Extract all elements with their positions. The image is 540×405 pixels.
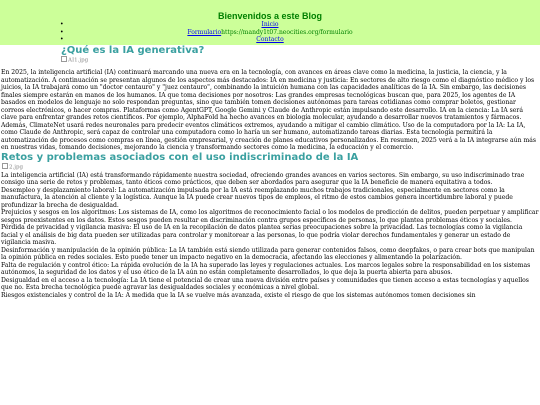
paragraph-ia-2025: En 2025, la inteligencia artificial (IA) continuará marcando una nueva era en la tecnología, con avances en áreas clave como la medicina, la justicia, la ciencia, y la automatización. A continuación se presentan algunos de los aspectos más destacados: IA en medicina y justicia: En sectores de alto riesgo como el diagnóstico médico y los juicios, la IA trabajará como un "doctor centauro" y "juez centauro", combinando la intuición humana con las capacidades analíticas de la IA. Sin embargo, las decisiones finales siempre estarán en manos de los humanos. IA que toma decisiones por nosotros: Las grandes empresas tecnológicas buscan que, para 2025, los agentes de IA basados en modelos de lenguaje no solo respondan preguntas, sino que también tomen decisiones autónomas para tareas cotidianas como comprar boletos, gestionar correos electrónicos, o hacer compras. Plataformas como AgentGPT, Google Gemini y Claude de Anthropic están impulsando este desarrollo. IA en la ciencia: La IA será clave para enfrentar grandes retos científicos. Por ejemplo, AlphaFold ha hecho avances en biología molecular, ayudando a desarrollar nuevos tratamientos y fármacos. Además, ClimateNet usará redes neuronales para predecir eventos climáticos extremos, ayudando a mitigar el cambio climático. Uso de la computadora por la IA: La IA, como Claude de Anthropic, será capaz de controlar una computadora como lo haría un ser humano, automatizando tareas diarias. Esta tecnología permitirá la automatización de procesos como compras en línea, gestión empresarial, y creación de planes educativos personalizados. En resumen, 2025 verá a la IA integrarse aún más en nuestras vidas, tomando decisiones, mejorando la ciencia y transformando sectores como la medicina, la educación y el comercio. [1,69,537,151]
broken-image-icon [61,56,67,62]
list-item: Desempleo y desplazamiento laboral: La automatización impulsada por la IA está reemplazando muchos trabajos tradicionales, especialmente en sectores como la manufactura, la atención al cliente y la logística. Aunque la IA puede crear nuevos tipos de empleos, el ritmo de estos cambios genera incertidumbre laboral y puede profundizar la brecha de desigualdad. [1,186,513,209]
nav-link-contacto[interactable]: Contacto [256,36,284,43]
formulario-url: https://mandy1t07.neocities.org/formulario [221,28,353,36]
main-nav [0,21,540,44]
image-alt-text: 2.jpg [9,164,23,170]
main-content [0,45,540,299]
broken-image-2 [1,163,539,170]
list-item: Pérdida de privacidad y vigilancia masiva: El uso de IA en la recopilación de datos plantea serias preocupaciones sobre la privacidad. Las tecnologías como la vigilancia facial y el análisis de big data pueden ser utilizadas para controlar y monitorear a las personas, lo que podría violar derechos fundamentales y generar un estado de vigilancia masiva. [1,224,523,246]
broken-image-ai1 [1,56,539,63]
list-item: Prejuicios y sesgos en los algoritmos: Los sistemas de IA, como los algoritmos de reconocimiento facial o los modelos de predicción de delitos, pueden perpetuar y amplificar sesgos preexistentes en los datos. Estos sesgos pueden resultar en discriminación contra grupos específicos de personas, lo que plantea problemas éticos y sociales. [1,209,539,224]
bullet-icon: • [60,21,64,28]
site-header [0,0,540,45]
nav-item-inicio [0,21,540,29]
section-heading-ia-generativa: ¿Qué es la IA generativa? [61,45,205,56]
retos-list [1,187,539,300]
bullet-icon: • [60,36,64,43]
paragraph-retos-intro: La inteligencia artificial (IA) está transformando rápidamente nuestra sociedad, ofreciendo grandes avances en varios sectores. Sin embargo, su uso indiscriminado trae consigo una serie de retos y problemas, tanto éticos como prácticos, que deben ser abordados para asegurar que la IA beneficie de manera equitativa a todos. [1,171,525,186]
nav-item-formulario [0,29,540,37]
list-item: Desigualdad en el acceso a la tecnología: La IA tiene el potencial de crear una nueva división entre países y comunidades que tienen acceso a estas tecnologías y aquellos que no. Esta brecha tecnológica puede agravar las desigualdades sociales y económicas a nivel global. [1,276,529,291]
list-item: Desinformación y manipulación de la opinión pública: La IA también está siendo utilizada para generar contenidos falsos, como deepfakes, o para crear bots que manipulan la opinión pública en redes sociales. Esto puede tener un impacto negativo en la democracia, afectando las elecciones y alimentando la polarización. [1,246,535,261]
nav-link-formulario[interactable]: Formulario [187,28,222,36]
nav-link-inicio[interactable]: Inicio [261,21,279,28]
nav-item-contacto [0,36,540,44]
broken-image-icon [2,163,8,169]
list-item: Falta de regulación y control ético: La rápida evolución de la IA ha superado las leyes y regulaciones actuales. Los marcos legales sobre la responsabilidad en los sistemas autónomos, la seguridad de los datos y el uso ético de la IA aún no están completamente desarrollados, lo que deja la puerta abierta para abusos. [1,261,531,276]
blog-title: Bienvenidos a este Blog [217,11,323,21]
section-heading-retos: Retos y problemas asociados con el uso indiscriminado de la IA [1,151,359,163]
image-alt-text: AI1.jpg [68,57,89,64]
list-item: Riesgos existenciales y control de la IA: A medida que la IA se vuelve más avanzada, existe el riesgo de que los sistemas autónomos tomen decisiones sin [1,291,476,299]
bullet-icon: • [60,28,64,36]
